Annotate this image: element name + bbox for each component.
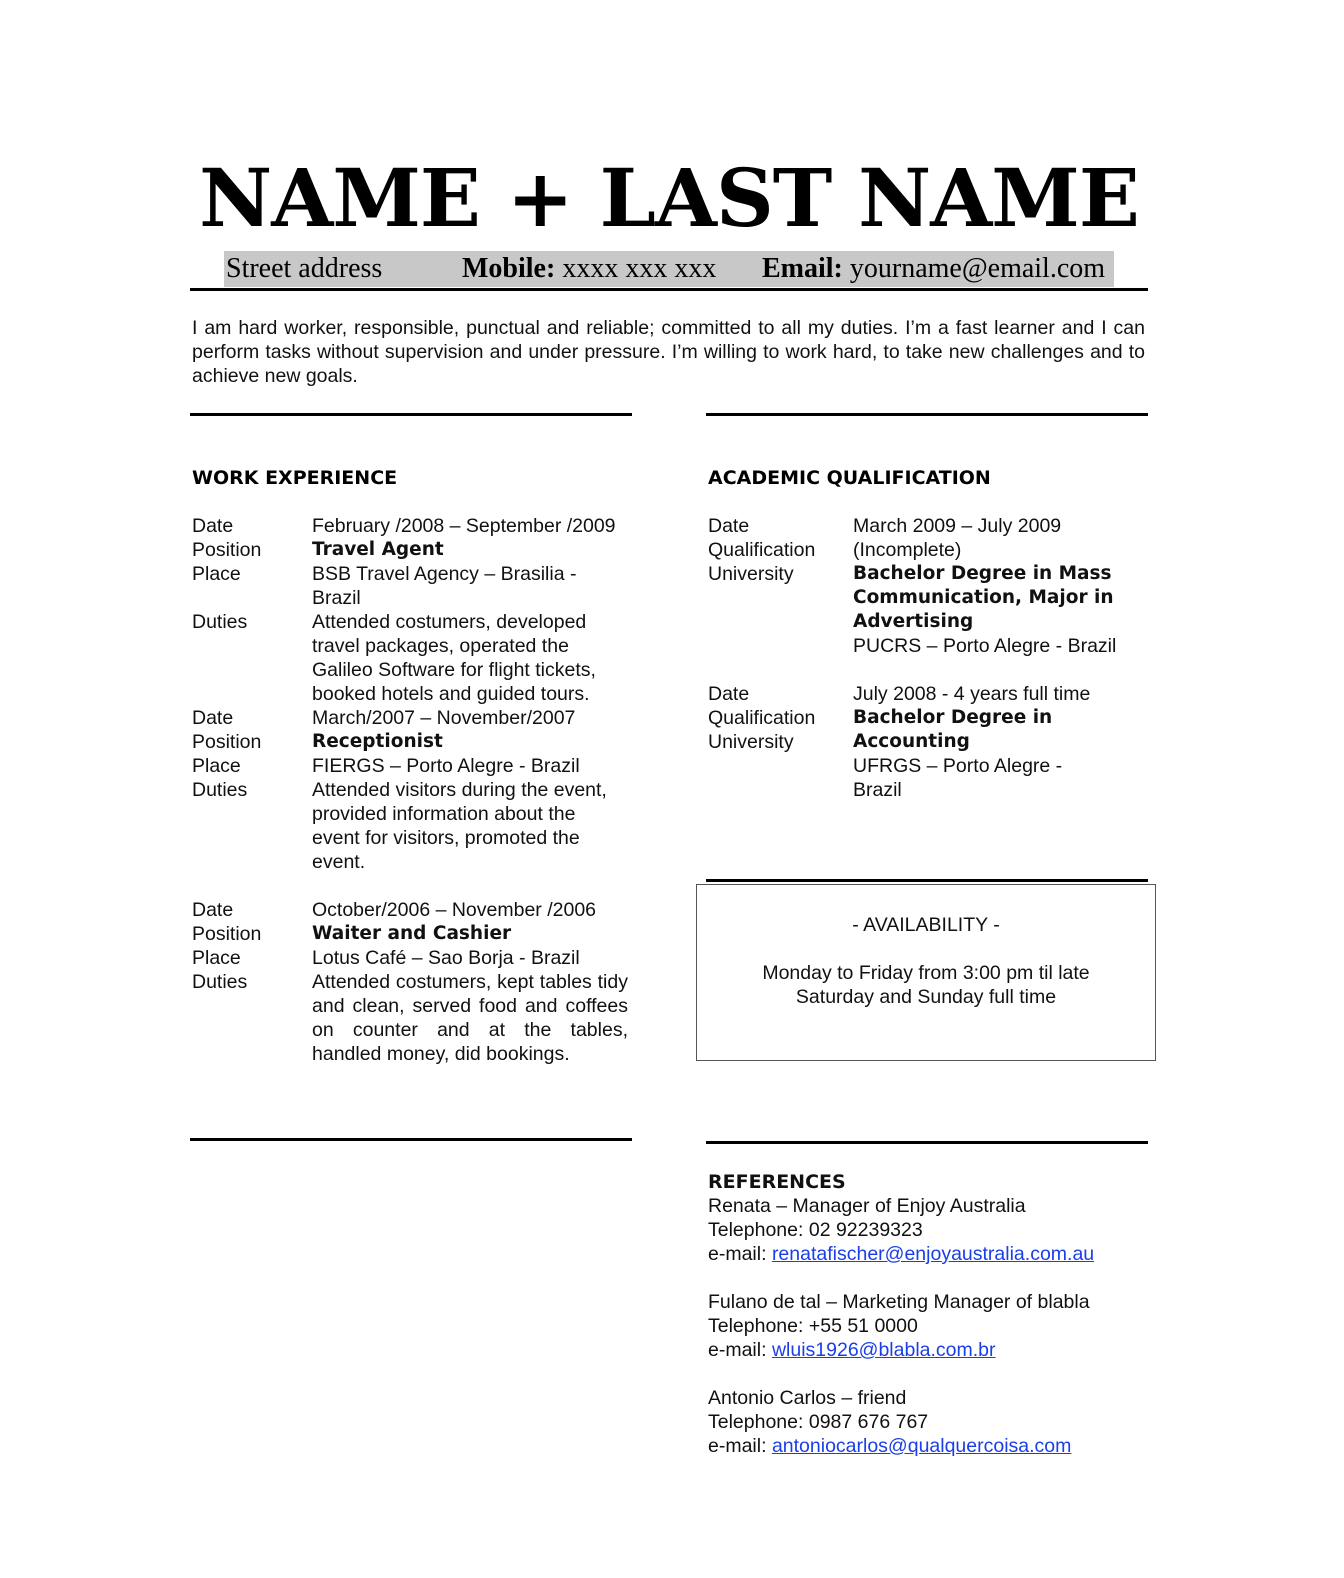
university-label: University [708, 563, 794, 585]
work-place: BSB Travel Agency – Brasilia - Brazil [312, 563, 577, 609]
reference-phone-line [708, 1314, 1148, 1338]
mobile-contact [462, 251, 716, 287]
left-section-divider [190, 413, 632, 416]
reference-email-line [708, 1242, 1148, 1266]
academic-date: March 2009 – July 2009 [853, 515, 1062, 537]
work-date: March/2007 – November/2007 [312, 707, 576, 729]
work-date: October/2006 – November /2006 [312, 899, 597, 921]
place-label: Place [192, 563, 241, 585]
reference-item [708, 1194, 1148, 1266]
availability-title: - AVAILABILITY - [852, 914, 1000, 936]
qualification-label: Qualification [708, 707, 816, 729]
references-divider [706, 1141, 1148, 1144]
email-label: e-mail: [708, 1435, 767, 1457]
university-place: UFRGS – Porto Alegre - Brazil [853, 755, 1063, 801]
date-label: Date [708, 515, 750, 537]
work-position: Receptionist [312, 731, 443, 752]
availability-divider [706, 879, 1148, 882]
date-label: Date [192, 707, 234, 729]
reference-item [708, 1386, 1148, 1458]
reference-phone-line [708, 1218, 1148, 1242]
email-label: e-mail: [708, 1243, 767, 1265]
academic-entry [708, 514, 1153, 658]
telephone-label: Telephone: [708, 1219, 804, 1241]
availability-weekdays: Monday to Friday from 3:00 pm til late [762, 962, 1090, 984]
place-label: Place [192, 947, 241, 969]
telephone-label: Telephone: [708, 1315, 804, 1337]
work-duties: Attended visitors during the event, provided information about the event for visitors, promoted the event. [312, 779, 607, 873]
academic-date: July 2008 - 4 years full time [853, 683, 1091, 705]
work-experience-heading: WORK EXPERIENCE [192, 467, 398, 489]
mobile-value: xxxx xxx xxx [562, 253, 717, 284]
references-heading: REFERENCES [708, 1171, 846, 1193]
work-position: Travel Agent [312, 539, 444, 560]
place-label: Place [192, 755, 241, 777]
reference-email-link[interactable]: renatafischer@enjoyaustralia.com.au [771, 1243, 1095, 1265]
work-duties: Attended costumers, developed travel packages, operated the Galileo Software for flight tickets, booked hotels and guided tours. [312, 611, 596, 705]
work-place: Lotus Café – Sao Borja - Brazil [312, 947, 580, 969]
summary-paragraph: I am hard worker, responsible, punctual and reliable; committed to all my duties. I’m a fast learner and I can perform tasks without supervision and under pressure. I’m willing to work hard, to take new challenges and to achieve new goals. [192, 317, 1145, 387]
availability-box [696, 884, 1156, 1061]
left-bottom-divider [190, 1138, 632, 1141]
reference-phone-line [708, 1410, 1148, 1434]
work-duties: Attended costumers, kept tables tidy and clean, served food and coffees on counter and at the tables, handled money, did bookings. [312, 971, 628, 1065]
reference-phone: +55 51 0000 [808, 1315, 918, 1337]
reference-email-line [708, 1434, 1148, 1458]
contact-bar [224, 251, 1114, 287]
email-label: e-mail: [708, 1339, 767, 1361]
references-section [708, 1170, 1148, 1482]
academic-entry [708, 682, 1153, 802]
qualification-label: Qualification [708, 539, 816, 561]
work-entry [192, 706, 628, 874]
email-label: Email: [762, 253, 843, 284]
degree-name: Bachelor Degree in Accounting [853, 707, 1053, 752]
work-place: FIERGS – Porto Alegre - Brazil [312, 755, 580, 777]
telephone-label: Telephone: [708, 1411, 804, 1433]
work-entry [192, 898, 628, 1066]
right-section-divider [706, 413, 1148, 416]
street-address: Street address [226, 253, 383, 284]
date-label: Date [192, 515, 234, 537]
duties-label: Duties [192, 971, 248, 993]
reference-phone: 0987 676 767 [808, 1411, 929, 1433]
mobile-label: Mobile: [462, 253, 556, 284]
position-label: Position [192, 923, 262, 945]
reference-phone: 02 92239323 [808, 1219, 923, 1241]
university-place: PUCRS – Porto Alegre - Brazil [853, 635, 1117, 657]
reference-email-link[interactable]: antoniocarlos@qualquercoisa.com [771, 1435, 1072, 1457]
position-label: Position [192, 539, 262, 561]
header-divider [190, 288, 1148, 291]
duties-label: Duties [192, 611, 248, 633]
email-contact [762, 251, 1105, 287]
work-entry [192, 514, 628, 706]
reference-name: Fulano de tal – Marketing Manager of blabla [708, 1291, 1090, 1313]
degree-name: Bachelor Degree in Mass Communication, Major in Advertising [853, 563, 1114, 632]
academic-qualification-heading: ACADEMIC QUALIFICATION [708, 467, 991, 489]
availability-weekend: Saturday and Sunday full time [795, 986, 1057, 1008]
reference-email-link[interactable]: wluis1926@blabla.com.br [771, 1339, 996, 1361]
resume-name-heading: NAME + LAST NAME [199, 151, 1139, 245]
position-label: Position [192, 731, 262, 753]
date-label: Date [192, 899, 234, 921]
university-label: University [708, 731, 794, 753]
academic-qualification: (Incomplete) [853, 539, 962, 561]
date-label: Date [708, 683, 750, 705]
work-date: February /2008 – September /2009 [312, 515, 616, 537]
work-position: Waiter and Cashier [312, 923, 512, 944]
reference-email-line [708, 1338, 1148, 1362]
reference-name: Renata – Manager of Enjoy Australia [708, 1195, 1026, 1217]
reference-name: Antonio Carlos – friend [708, 1387, 907, 1409]
duties-label: Duties [192, 779, 248, 801]
email-value: yourname@email.com [849, 253, 1106, 284]
reference-item [708, 1290, 1148, 1362]
